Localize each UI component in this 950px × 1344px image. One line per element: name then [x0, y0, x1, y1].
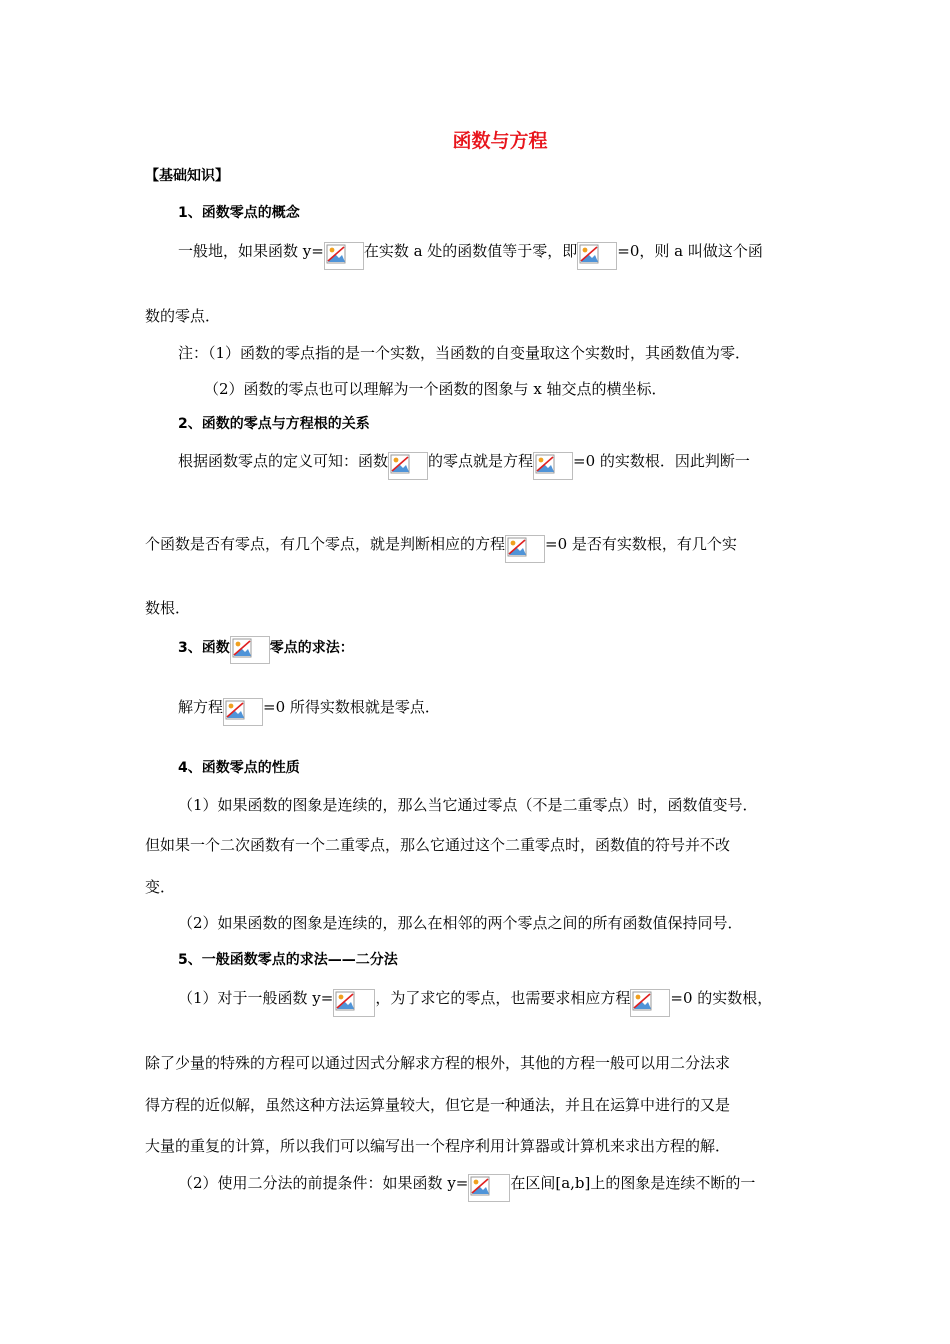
- paragraph: 得方程的近似解，虽然这种方法运算量较大，但它是一种通法，并且在运算中进行的又是: [145, 1096, 731, 1114]
- formula-image: [630, 989, 670, 1017]
- heading-zero-properties: 4、函数零点的性质: [178, 760, 300, 776]
- text: ，为了求它的零点，也需要求相应方程: [375, 989, 631, 1007]
- paragraph: [178, 697, 440, 726]
- paragraph: 变．: [145, 878, 176, 896]
- text: =0，则 a 叫做这个函: [617, 242, 763, 260]
- note: 注：（1）函数的零点指的是一个实数，当函数的自变量取这个实数时，其函数值为零．: [178, 344, 751, 362]
- text: 的零点就是方程: [428, 452, 534, 470]
- text: =0 所得实数根就是零点．: [263, 698, 440, 716]
- paragraph: [145, 534, 737, 563]
- paragraph: （2）如果函数的图象是连续的，那么在相邻的两个零点之间的所有函数值保持同号．: [178, 914, 743, 932]
- formula-image: [533, 452, 573, 480]
- formula-image: [577, 242, 617, 270]
- paragraph: 大量的重复的计算，所以我们可以编写出一个程序利用计算器或计算机来求出方程的解．: [145, 1137, 731, 1155]
- text: 在实数 a 处的函数值等于零，即: [363, 242, 578, 260]
- text: 根据函数零点的定义可知：函数: [178, 452, 389, 470]
- text: 在区间[a,b]上的图象是连续不断的一: [510, 1174, 756, 1192]
- paragraph: [178, 241, 763, 270]
- paragraph: 除了少量的特殊的方程可以通过因式分解求方程的根外，其他的方程一般可以用二分法求: [145, 1054, 731, 1072]
- text: 解方程: [178, 698, 224, 716]
- formula-image: [223, 698, 263, 726]
- text: 个函数是否有零点，有几个零点，就是判断相应的方程: [145, 535, 506, 553]
- paragraph: （1）如果函数的图象是连续的，那么当它通过零点（不是二重零点）时，函数值变号．: [178, 796, 758, 814]
- formula-image: [333, 989, 375, 1017]
- heading-zero-root-relation: 2、函数的零点与方程根的关系: [178, 416, 370, 432]
- text: 一般地，如果函数 y=: [178, 242, 324, 260]
- page-title: 函数与方程: [452, 130, 548, 152]
- text: =0 的实数根．因此判断一: [573, 452, 750, 470]
- formula-image: [230, 636, 270, 664]
- text: 3、函数: [178, 640, 230, 656]
- text: （2）使用二分法的前提条件：如果函数 y=: [178, 1174, 469, 1192]
- formula-image: [505, 535, 545, 563]
- formula-image: [388, 452, 428, 480]
- paragraph: 数的零点．: [145, 307, 221, 325]
- paragraph: 但如果一个二次函数有一个二重零点，那么它通过这个二重零点时，函数值的符号并不改: [145, 836, 731, 854]
- section-header: 【基础知识】: [145, 168, 229, 184]
- paragraph: [178, 988, 772, 1017]
- formula-image: [324, 242, 364, 270]
- paragraph: [178, 1173, 755, 1202]
- note: （2）函数的零点也可以理解为一个函数的图象与 x 轴交点的横坐标．: [204, 380, 667, 398]
- heading-bisection: 5、一般函数零点的求法——二分法: [178, 952, 398, 968]
- paragraph: [178, 451, 750, 480]
- heading-zero-concept: 1、函数零点的概念: [178, 205, 300, 221]
- heading-zero-method: [178, 636, 354, 664]
- text: （1）对于一般函数 y=: [178, 989, 334, 1007]
- formula-image: [468, 1174, 510, 1202]
- text: =0 的实数根，: [670, 989, 773, 1007]
- text: 零点的求法：: [269, 640, 354, 656]
- text: =0 是否有实数根，有几个实: [545, 535, 737, 553]
- paragraph: 数根．: [145, 599, 191, 617]
